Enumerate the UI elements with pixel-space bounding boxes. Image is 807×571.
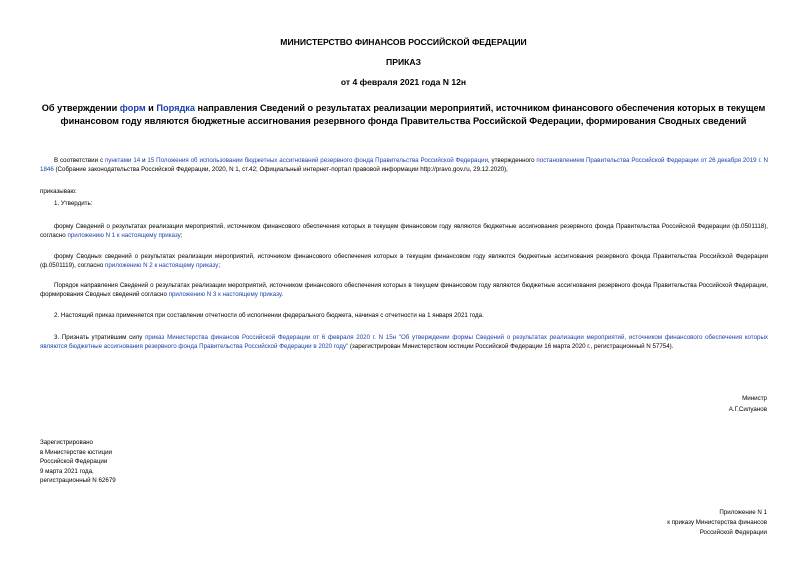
appendix-2-link[interactable]: приложению N 2 к настоящему приказу	[105, 262, 219, 269]
doc-date: от 4 февраля 2021 года N 12н	[340, 77, 467, 87]
registration-line: 9 марта 2021 года,	[40, 467, 94, 475]
repealed-order-link[interactable]: приказ Министерства финансов Российской Федерации от 6 февраля 2020 г. N 15н "Об утверждении формы Сведений о результатах реализации мероприятий, источником финансового обеспечения которых являются бюджетные ассигнования резервного фонда Правительства Российской Федерации в 2020 году"	[40, 334, 768, 350]
procedure-link[interactable]: Порядка	[156, 103, 195, 113]
points-link[interactable]: пунктами 14	[104, 157, 141, 164]
appendix-line: к приказу Министерства финансов	[667, 519, 767, 526]
signature-position: Министр	[742, 395, 767, 402]
ministry-heading: МИНИСТЕРСТВО ФИНАНСОВ РОССИЙСКОЙ ФЕДЕРАЦИИ	[280, 37, 527, 47]
procedure-paragraph: Порядок направления Сведений о результатах реализации мероприятий, источником финансового обеспечения которых в текущем финансовом году являются бюджетные ассигнования резервного фонда Правительства Российской Федерации, формирования Сводных сведений согласно приложению N 3 к настоящему приказу.	[40, 282, 768, 298]
appendix-1-link[interactable]: приложению N 1 к настоящему приказу	[67, 232, 181, 239]
registration-line: регистрационный N 62679	[40, 477, 116, 484]
government-decree-link[interactable]: постановлением Правительства Российской Федерации от 26 декабря 2019 г. N 1846	[40, 157, 769, 173]
appendix-3-link[interactable]: приложению N 3 к настоящему приказу	[168, 291, 282, 298]
registration-line: Зарегистрировано	[40, 439, 93, 446]
form1-paragraph: форму Сведений о результатах реализации мероприятий, источником финансового обеспечения которых в текущем финансовом году являются бюджетные ассигнования резервного фонда Правительства Российской Федерации (ф.0501118), согласно приложению N 1 к настоящему приказу;	[40, 223, 768, 239]
appendix-line: Приложение N 1	[719, 509, 767, 516]
forms-link[interactable]: форм	[119, 103, 146, 113]
document-title: Об утверждении форм и Порядка направления Сведений о результатах реализации мероприятий, источником финансового обеспечения которых в текущем финансовом году являются бюджетные ассигнования резервного фонда Правительства Российской Федерации, формирования Сводных сведений	[41, 103, 766, 126]
regulation-link[interactable]: 15 Положения об использовании бюджетных ассигнований резервного фонда Правительства Российской Федерации	[147, 157, 488, 164]
preamble-paragraph: В соответствии с пунктами 14 и 15 Положения об использовании бюджетных ассигнований резервного фонда Правительства Российской Федерации, утвержденного постановлением Правительства Российской Федерации от 26 декабря 2019 г. N 1846 (Собрание законодательства Российской Федерации, 2020, N 1, ст.42; Официальный интернет-портал правовой информации http://pravo.gov.ru, 29.12.2020),	[40, 157, 769, 173]
registration-block	[40, 438, 116, 486]
form2-paragraph: форму Сводных сведений о результатах реализации мероприятий, источником финансового обеспечения которых в текущем финансовом году являются бюджетные ассигнования резервного фонда Правительства Российской Федерации (ф.0501119), согласно приложению N 2 к настоящему приказу;	[40, 253, 768, 269]
item-1: 1. Утвердить:	[54, 200, 93, 207]
doc-type: ПРИКАЗ	[386, 57, 421, 67]
order-word: приказываю:	[40, 188, 77, 195]
item-2: 2. Настоящий приказ применяется при составлении отчетности об исполнении федерального бюджета, начиная с отчетности на 1 января 2021 года.	[54, 312, 484, 319]
signature-name: А.Г.Силуанов	[728, 406, 767, 413]
registration-line: Российской Федерации	[40, 458, 108, 465]
appendix-line: Российской Федерации	[699, 529, 767, 536]
registration-line: в Министерстве юстиции	[40, 448, 113, 456]
item-3-paragraph: 3. Признать утратившим силу приказ Министерства финансов Российской Федерации от 6 февраля 2020 г. N 15н "Об утверждении формы Сведений о результатах реализации мероприятий, источником финансового обеспечения которых являются бюджетные ассигнования резервного фонда Правительства Российской Федерации в 2020 году" (зарегистрирован Министерством юстиции Российской Федерации 16 марта 2020 г., регистрационный N 57754).	[40, 334, 768, 350]
